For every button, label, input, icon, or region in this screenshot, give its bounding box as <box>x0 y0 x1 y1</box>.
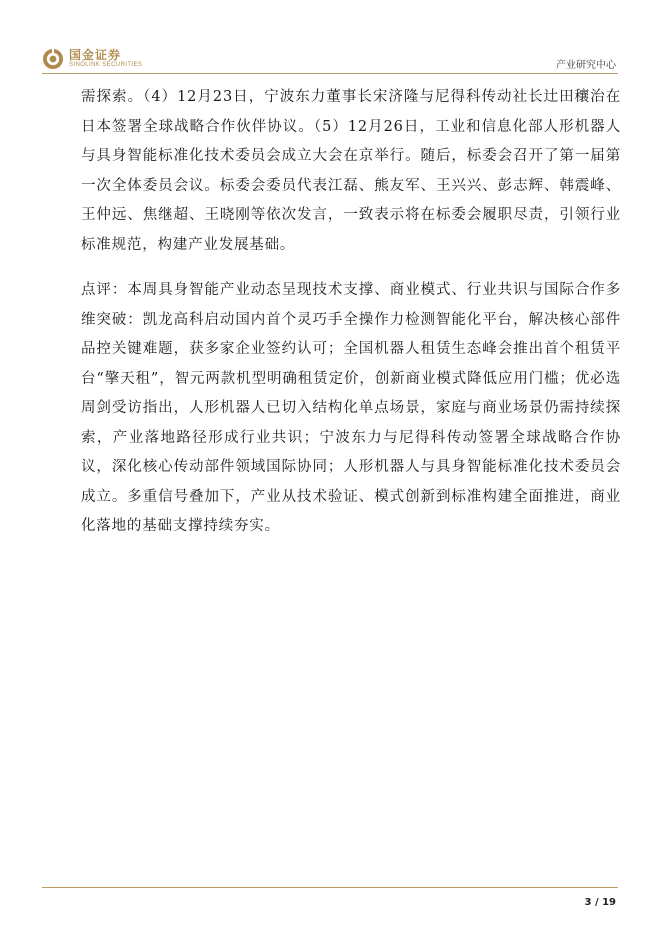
sinolink-logo-icon <box>42 48 64 70</box>
company-logo <box>42 47 142 71</box>
department-label: 产业研究中心 <box>556 60 616 71</box>
logo-chinese-name: 国金证券 <box>69 48 122 62</box>
logo-english-name: SINOLINK SECURITIES <box>69 62 143 68</box>
footer-divider <box>42 887 618 888</box>
body-paragraph: 需探索。（4）12月23日，宁波东力董事长宋济隆与尼得科传动社长辻田穰治在日本签署全球战略合作伙伴协议。（5）12月26日，工业和信息化部人形机器人与具身智能标准化技术委员会成立大会在京举行。随后，标委会召开了第一届第一次全体委员会议。标委会委员代表江磊、熊友军、王兴兴、彭志辉、韩震峰、王仲远、焦继超、王晓刚等依次发言，一致表示将在标委会履职尽责，引领行业标准规范，构建产业发展基础。 <box>81 89 621 253</box>
page-header <box>0 0 662 80</box>
commentary-paragraph: 点评：本周具身智能产业动态呈现技术支撑、商业模式、行业共识与国际合作多维突破：凯龙高科启动国内首个灵巧手全操作力检测智能化平台，解决核心部件品控关键难题，获多家企业签约认可；全国机器人租赁生态峰会推出首个租赁平台“擎天租”，智元两款机型明确租赁定价，创新商业模式降低应用门槛；优必选周剑受访指出，人形机器人已切入结构化单点场景，家庭与商业场景仍需持续探索，产业落地路径形成行业共识；宁波东力与尼得科传动签署全球战略合作协议，深化核心传动部件领域国际协同；人形机器人与具身智能标准化技术委员会成立。多重信号叠加下，产业从技术验证、模式创新到标准构建全面推进，商业化落地的基础支撑持续夯实。 <box>81 282 621 534</box>
header-divider <box>42 73 618 74</box>
main-content <box>81 83 621 542</box>
page-number: 3 / 19 <box>584 897 616 908</box>
